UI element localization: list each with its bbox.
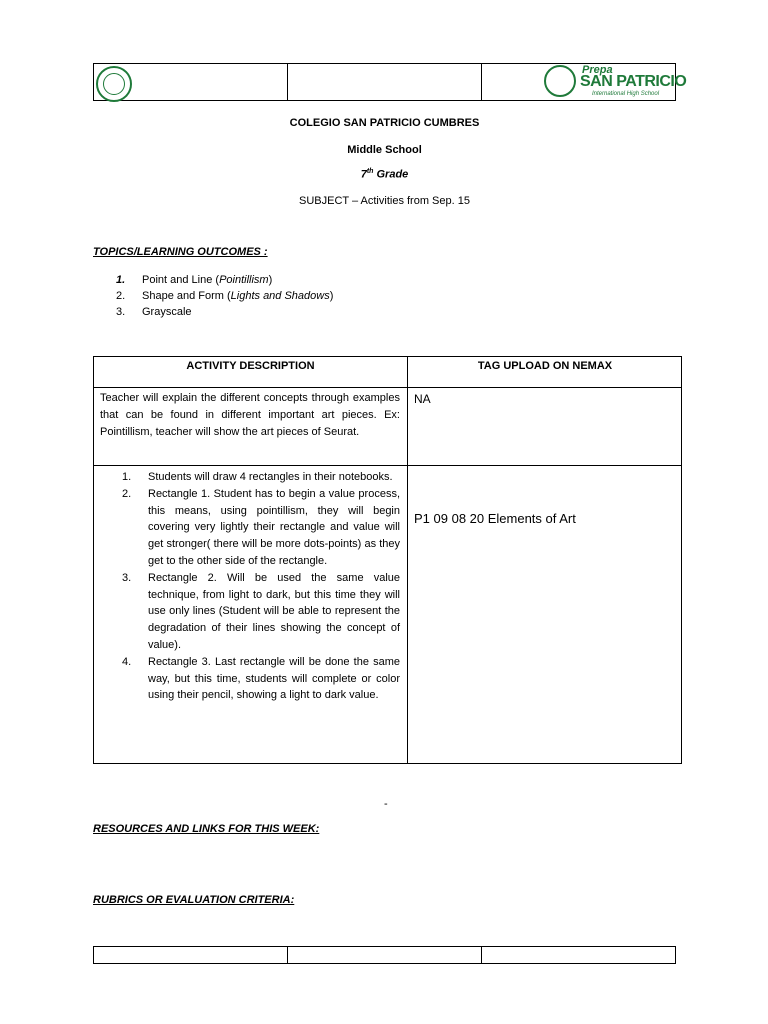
table-divider [94,387,681,388]
header-cell-left [94,64,288,100]
logo-prepa-text: Prepa [582,64,613,76]
school-seal-logo [96,66,132,102]
logo-name-text: SAN PATRICIO [580,73,687,90]
tag-value-1: NA [414,392,431,406]
prepa-logo [544,64,687,100]
resources-heading: RESOURCES AND LINKS FOR THIS WEEK: [93,823,320,835]
grade-label: 7th Grade [360,168,409,181]
clover-icon [103,73,125,95]
activity-steps-list [122,469,400,704]
topics-heading: TOPICS/LEARNING OUTCOMES : [93,246,268,258]
table-divider [94,465,681,466]
list-item: 1. Students will draw 4 rectangles in their notebooks. [122,471,393,483]
header-table [93,63,687,101]
footer-table [93,946,676,964]
school-name: COLEGIO SAN PATRICIO CUMBRES [289,117,480,129]
rubrics-heading: RUBRICS OR EVALUATION CRITERIA: [93,894,295,906]
header-cell-right [482,64,687,100]
list-item: 2. Rectangle 1. Student has to begin a value process, this means, using pointillism, they will begin covering very lightly their rectangle and value will get stronger( there will be more dots-points) as they get to the other side of the rectangle. [122,487,400,567]
footer-cell [482,947,675,963]
topics-list [116,272,333,320]
list-item: 4. Rectangle 3. Last rectangle will be done the same way, but this time, students will complete or color using their pencil, showing a light to dark value. [122,655,400,702]
footer-cell [288,947,482,963]
subject-line: SUBJECT – Activities from Sep. 15 [299,195,470,207]
footer-cell [94,947,288,963]
list-item: 2. Shape and Form (Lights and Shadows) [116,290,334,302]
column-header-activity: ACTIVITY DESCRIPTION [186,360,315,372]
column-header-tag: TAG UPLOAD ON NEMAX [477,360,613,372]
list-item: 1. Point and Line (Pointillism) [116,274,273,286]
activity-description-1: Teacher will explain the different concepts through examples that can be found in different important art pieces. Ex: Pointillism, teacher will show the art pieces of Seurat. [100,392,400,438]
table-divider [407,357,408,763]
school-level: Middle School [347,144,422,156]
header-cell-middle [288,64,482,100]
activity-table [93,356,682,764]
tag-value-2: P1 09 08 20 Elements of Art [414,511,576,526]
list-item: 3. Rectangle 2. Will be used the same value technique, from light to dark, but this time they will use only lines (Student will be able to represent the degradation of their lines showing the concept of value). [122,571,400,651]
shamrock-icon [544,65,576,97]
list-item: 3. Grayscale [116,306,192,318]
dash-mark: - [384,798,388,810]
logo-sub-text: International High School [592,91,660,97]
